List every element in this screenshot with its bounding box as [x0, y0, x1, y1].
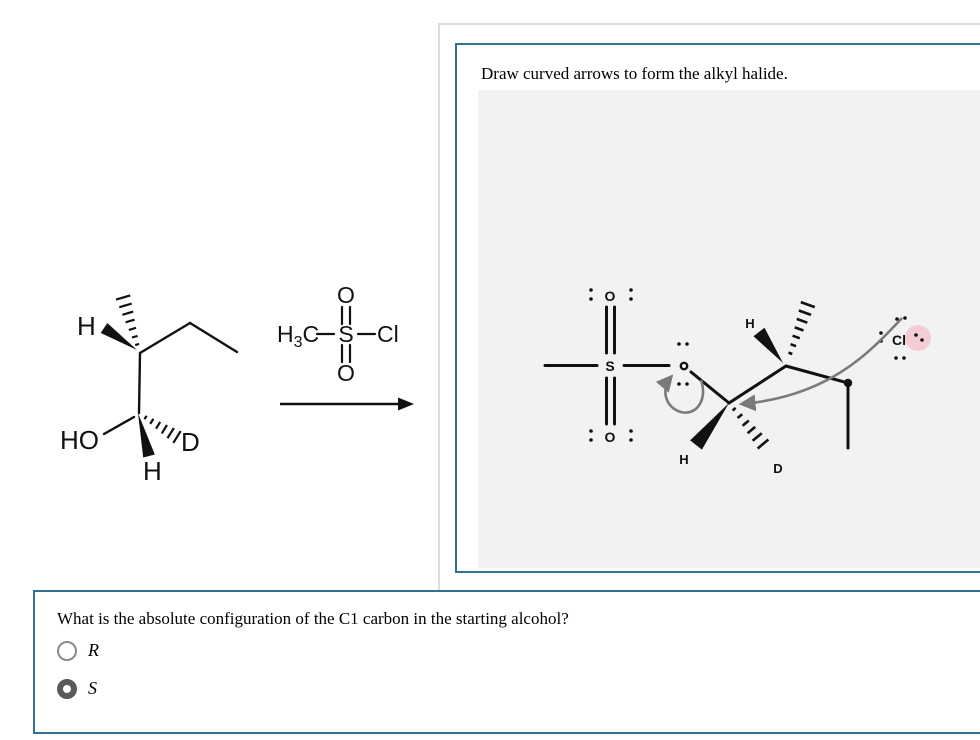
radio-r[interactable] — [57, 641, 77, 661]
canvas-cl[interactable]: Cl — [892, 332, 906, 348]
reagent-mesyl-chloride — [270, 275, 425, 415]
option-label-r: R — [88, 640, 99, 660]
option-row-r[interactable] — [57, 640, 99, 661]
wedge-bond-c2-h — [754, 328, 784, 363]
reagent-o-top: O — [337, 282, 355, 308]
hash-bond-c1-d — [145, 416, 181, 443]
reagent-cl: Cl — [377, 321, 399, 347]
mechanism-panel — [455, 43, 980, 573]
mechanism-instruction: Draw curved arrows to form the alkyl halide. — [481, 64, 788, 83]
hash-bond-c1-d — [733, 408, 769, 449]
atom-label-ho: HO — [60, 425, 99, 455]
radio-s[interactable] — [57, 679, 77, 699]
oxygen-atom[interactable] — [681, 363, 687, 369]
configuration-question-panel — [33, 590, 980, 734]
lone-pair-highlight — [905, 325, 931, 351]
atom-label-h-top: H — [77, 311, 96, 341]
reaction-arrow — [280, 398, 414, 411]
canvas-h-c2[interactable]: H — [745, 316, 755, 331]
atom-label-h-bottom: H — [143, 456, 162, 485]
curved-arrow-bond-to-oxygen[interactable] — [665, 377, 703, 413]
question-text: What is the absolute configuration of the C1 carbon in the starting alcohol? — [57, 609, 569, 628]
canvas-s[interactable]: S — [605, 358, 615, 374]
option-row-s[interactable] — [57, 678, 97, 699]
canvas-o-top[interactable]: O — [604, 288, 616, 304]
reagent-s: S — [338, 321, 354, 347]
carbon-vertex-dot[interactable] — [844, 379, 852, 387]
atom-label-d: D — [181, 427, 200, 457]
canvas-d[interactable]: D — [773, 461, 783, 476]
hash-bond-c2-methyl — [789, 302, 815, 354]
wedge-bond-c2-h — [101, 323, 137, 350]
starting-alcohol-structure — [40, 275, 255, 485]
reagent-o-bottom: O — [337, 360, 355, 386]
canvas-h-c1[interactable]: H — [679, 452, 689, 467]
option-label-s: S — [88, 678, 97, 698]
canvas-o-bottom[interactable]: O — [604, 429, 616, 445]
reagent-h3c: $H_3C$ — [277, 321, 320, 351]
mechanism-drawing-canvas[interactable] — [478, 90, 980, 568]
